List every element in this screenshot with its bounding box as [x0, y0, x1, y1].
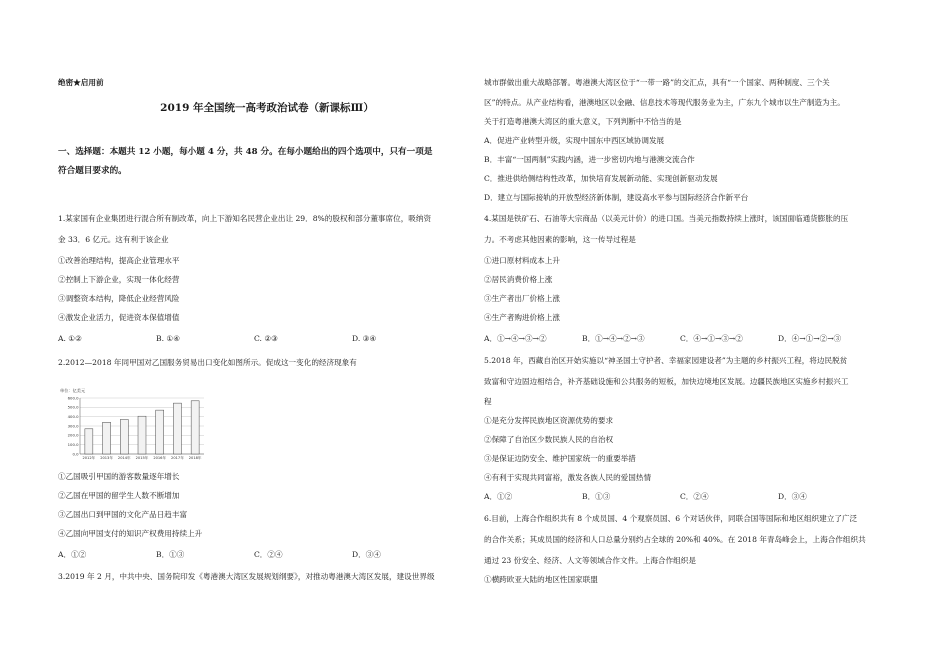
q3-option-a[interactable]: A．促进产业转型升级，实现中国东中西区域协调发展 — [484, 136, 665, 145]
q1-item: ①改善治理结构，提高企业管理水平 — [58, 256, 180, 265]
chart-ytick-label: 100.0 — [67, 442, 79, 448]
chart-ytick-label: 200.0 — [67, 432, 79, 438]
chart-ylabel: 单位：亿美元 — [60, 388, 86, 393]
q6-item: ①横跨欧亚大陆的地区性国家联盟 — [484, 575, 598, 584]
q4-option-b[interactable]: B．①→④→②→③ — [582, 334, 645, 343]
q5-item: ①是充分发挥民族地区资源优势的要求 — [484, 416, 614, 425]
chart-ytick-label: 300.0 — [67, 423, 79, 429]
q4-item: ③生产者出厂价格上涨 — [484, 294, 560, 303]
q2-stem: 2.2012—2018 年同甲国对乙国服务贸易出口变化如图所示。促成这一变化的经济现象有 — [58, 358, 357, 367]
chart-xtick-label: 2017年 — [171, 456, 184, 460]
chart-xtick-label: 2016年 — [153, 456, 167, 460]
q4-option-a[interactable]: A．①→④→③→② — [484, 334, 547, 343]
chart-bar — [173, 403, 181, 454]
q1-stem-line2: 金 33．6 亿元。这有利于该企业 — [58, 235, 169, 244]
q1-option-a[interactable]: A. ①② — [58, 334, 82, 343]
chart-xtick-label: 2015年 — [135, 456, 149, 460]
services-export-bar-chart — [58, 386, 208, 464]
q2-item: ③乙国出口到甲国的文化产品日趋丰富 — [58, 510, 188, 519]
q2-option-a[interactable]: A．①② — [58, 550, 87, 559]
q6-stem-line2: 的合作关系；其成员国的经济和人口总量分别约占全球的 20%和 40%。在 2018 年青岛峰会上，上海合作组织共 — [484, 535, 866, 544]
chart-bar — [156, 410, 164, 454]
chart-ytick-label: 500.0 — [67, 404, 79, 410]
chart-ytick-label: 0.0 — [72, 451, 79, 457]
q2-item: ②乙国在甲国的留学生人数不断增加 — [58, 491, 180, 500]
q6-stem-line3: 通过 23 份安全、经济、人文等领域合作文件。上海合作组织是 — [484, 556, 696, 565]
q4-item: ②居民消费价格上涨 — [484, 275, 553, 284]
q5-stem-line3: 程 — [484, 397, 492, 406]
q4-stem-line2: 力。不考虑其他因素的影响，这一传导过程是 — [484, 235, 636, 244]
q4-item: ①进口原材料成本上升 — [484, 256, 560, 265]
q3-option-c[interactable]: C．推进供给侧结构性改革，加快培育发展新动能、实现创新驱动发展 — [484, 174, 718, 183]
section-heading-line1: 一、选择题：本题共 12 小题，每小题 4 分，共 48 分。在每小题给出的四个选项中，只有一项是 — [58, 147, 433, 157]
chart-ytick-label: 400.0 — [67, 414, 79, 420]
q3-stem-line1: 3.2019 年 2 月，中共中央、国务院印发《粤港澳大湾区发展规划纲要》，对推动粤港澳大湾区发展，建设世界级 — [58, 572, 435, 581]
q5-item: ④有利于实现共同富裕，激发各族人民的爱国热情 — [484, 473, 652, 482]
chart-bar — [85, 429, 93, 454]
q3-option-b[interactable]: B．丰富“一国两制”实践内涵，进一步密切内地与港澳交流合作 — [484, 155, 695, 164]
q2-option-b[interactable]: B．①③ — [156, 550, 185, 559]
q3-stem-cont: 关于打造粤港澳大湾区的重大意义，下列判断中不恰当的是 — [484, 117, 682, 126]
q5-item: ③是保证边防安全、维护国家统一的重要举措 — [484, 454, 636, 463]
q1-item: ③调整资本结构，降低企业经营风险 — [58, 294, 180, 303]
q6-stem-line1: 6.目前，上海合作组织共有 8 个成员国、4 个观察员国、6 个对话伙伴，同联合国等国际和地区组织建立了广泛 — [484, 514, 858, 523]
q2-item: ④乙国向甲国支付的知识产权费用持续上升 — [58, 529, 203, 538]
q1-option-d[interactable]: D. ③④ — [352, 334, 377, 343]
section-heading-line2: 符合题目要求的。 — [58, 166, 127, 176]
q5-option-a[interactable]: A．①② — [484, 492, 513, 501]
q5-option-c[interactable]: C．②④ — [680, 492, 709, 501]
q1-item: ②控制上下游企业，实现一体化经营 — [58, 275, 180, 284]
chart-bar — [103, 422, 111, 454]
chart-xtick-label: 2012年 — [82, 456, 96, 460]
q2-item: ①乙国吸引甲国的游客数量逐年增长 — [58, 472, 180, 481]
secret-label: 绝密★启用前 — [58, 78, 104, 87]
q4-option-d[interactable]: D．④→①→②→③ — [778, 334, 842, 343]
q5-stem-line1: 5.2018 年，西藏自治区开始实施以“神圣国土守护者、幸福家园建设者”为主题的乡村振兴工程，将边民脱贫 — [484, 356, 848, 365]
q4-item: ④生产者购进价格上涨 — [484, 313, 560, 322]
q3-option-d[interactable]: D．建立与国际接轨的开放型经济新体制，建设高水平参与国际经济合作新平台 — [484, 193, 749, 202]
q5-option-b[interactable]: B．①③ — [582, 492, 611, 501]
q5-option-d[interactable]: D．③④ — [778, 492, 807, 501]
chart-xtick-label: 2013年 — [100, 456, 113, 460]
page-title: 2019 年全国统一高考政治试卷（新课标Ⅲ） — [160, 102, 374, 114]
q3-stem-cont: 城市群做出重大战略部署。粤港澳大湾区位于“一带一路”的交汇点，具有“一个国家、两种制度、三个关 — [484, 78, 830, 87]
chart-bar — [120, 419, 128, 454]
chart-ytick-label: 600.0 — [67, 395, 79, 401]
chart-bar — [138, 416, 146, 454]
q5-stem-line2: 致富和守边固边相结合，补齐基础设施和公共服务的短板，加快边境地区发展。边疆民族地区实施乡村振兴工 — [484, 377, 849, 386]
q1-stem-line1: 1.某家国有企业集团进行混合所有制改革，向上下游知名民营企业出让 29．8%的股权和部分董事席位，吸纳资 — [58, 214, 432, 223]
q2-option-c[interactable]: C．②④ — [254, 550, 283, 559]
q2-option-d[interactable]: D．③④ — [352, 550, 381, 559]
q4-stem-line1: 4.某国是铁矿石、石油等大宗商品（以美元计价）的进口国。当美元指数持续上涨时，该国面临通货膨胀的压 — [484, 214, 849, 223]
q4-option-c[interactable]: C．④→①→③→② — [680, 334, 743, 343]
q1-option-c[interactable]: C. ②③ — [254, 334, 278, 343]
q5-item: ②保障了自治区少数民族人民的自治权 — [484, 435, 614, 444]
chart-bar — [191, 401, 199, 454]
q1-option-b[interactable]: B. ①④ — [156, 334, 181, 343]
q3-stem-cont: 区”的特点。从产业结构看，港澳地区以金融、信息技术等现代服务业为主，广东九个城市以生产制造为主。 — [484, 98, 845, 107]
q1-item: ④激发企业活力，促进资本保值增值 — [58, 313, 180, 322]
chart-xtick-label: 2014年 — [117, 456, 131, 460]
chart-xtick-label: 2018年 — [188, 456, 202, 460]
